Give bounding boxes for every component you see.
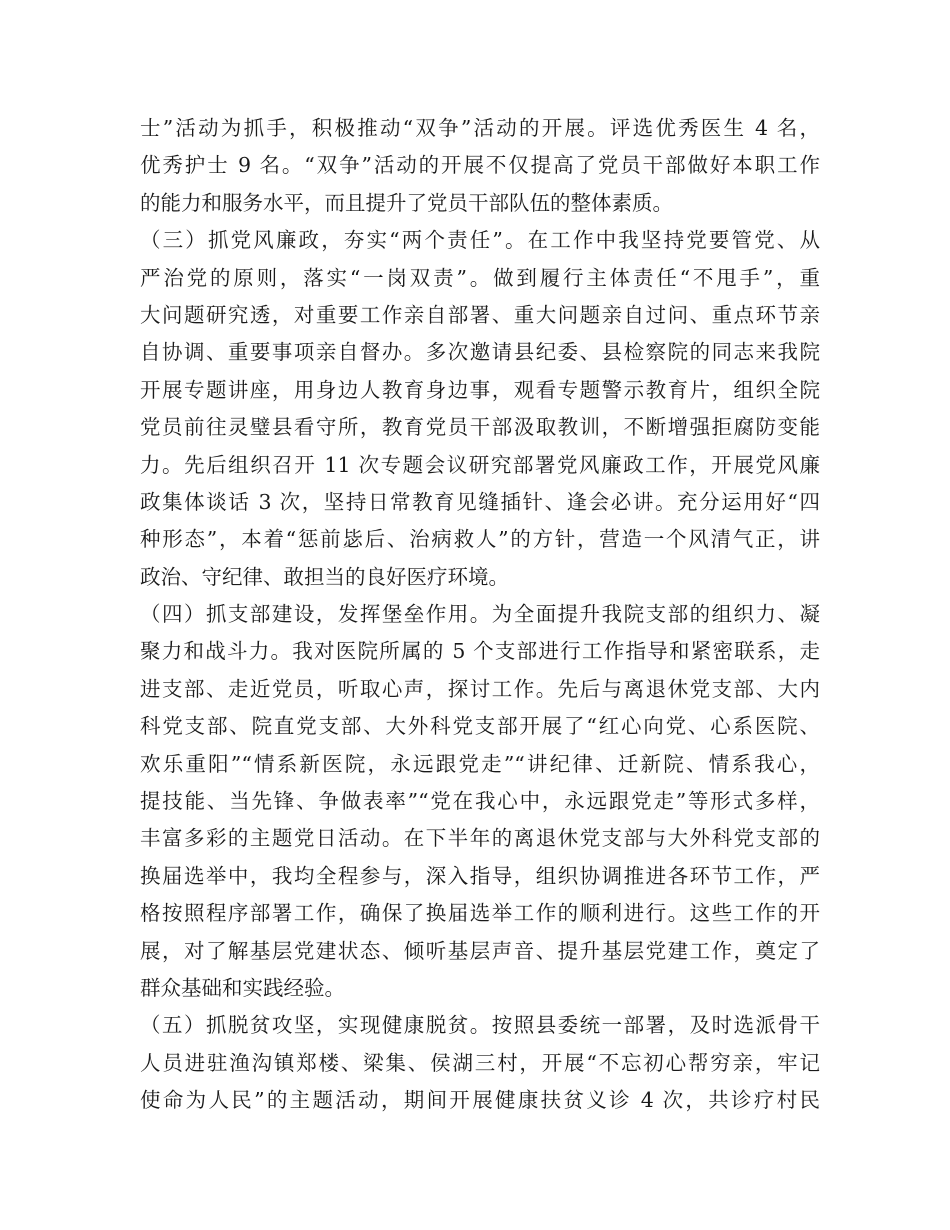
text-line: 政集体谈话 3 次，坚持日常教育见缝插针、逢会必讲。充分运用好“四 (140, 489, 820, 514)
text-line: 换届选举中，我均全程参与，深入指导，组织协调推进各环节工作，严 (140, 863, 820, 888)
text-line: 开展专题讲座，用身边人教育身边事，观看专题警示教育片，组织全院 (140, 377, 820, 402)
text-line: 自协调、重要事项亲自督办。多次邀请县纪委、县检察院的同志来我院 (140, 340, 820, 365)
text-line: 丰富多彩的主题党日活动。在下半年的离退休党支部与大外科党支部的 (140, 826, 820, 851)
text-line: 种形态”，本着“惩前毖后、治病救人”的方针，营造一个风清气正，讲 (140, 527, 820, 552)
section-heading-line: （五）抓脱贫攻坚，实现健康脱贫。按照县委统一部署，及时选派骨干 (140, 1013, 820, 1038)
text-line: 的能力和服务水平，而且提升了党员干部队伍的整体素质。 (140, 190, 673, 215)
section-heading-line: （四）抓支部建设，发挥堡垒作用。为全面提升我院支部的组织力、凝 (140, 602, 820, 627)
text-line: 士”活动为抓手，积极推动“双争”活动的开展。评选优秀医生 4 名， (140, 116, 820, 140)
text-line: 群众基础和实践经验。 (140, 975, 345, 1000)
text-line: 力。先后组织召开 11 次专题会议研究部署党风廉政工作，开展党风廉 (140, 452, 820, 477)
text-line: 使命为人民”的主题活动，期间开展健康扶贫义诊 4 次，共诊疗村民 (140, 1088, 820, 1113)
text-line: 严治党的原则，落实“一岗双责”。做到履行主体责任“不甩手”，重 (140, 265, 820, 290)
text-line: 聚力和战斗力。我对医院所属的 5 个支部进行工作指导和紧密联系，走 (140, 639, 820, 664)
text-line: 展，对了解基层党建状态、倾听基层声音、提升基层党建工作，奠定了 (140, 938, 820, 963)
document-body (140, 110, 820, 1120)
text-line: 格按照程序部署工作，确保了换届选举工作的顺利进行。这些工作的开 (140, 901, 820, 926)
text-line: 党员前往灵璧县看守所，教育党员干部汲取教训，不断增强拒腐防变能 (140, 415, 820, 440)
text-line: 政治、守纪律、敢担当的良好医疗环境。 (140, 564, 509, 589)
section-heading-line: （三）抓党风廉政，夯实“两个责任”。在工作中我坚持党要管党、从 (140, 228, 820, 253)
text-line: 提技能、当先锋、争做表率”“党在我心中，永远跟党走”等形式多样， (140, 789, 820, 814)
text-line: 科党支部、院直党支部、大外科党支部开展了“红心向党、心系医院、 (140, 714, 820, 739)
text-line: 大问题研究透，对重要工作亲自部署、重大问题亲自过问、重点环节亲 (140, 302, 820, 327)
text-line: 优秀护士 9 名。“双争”活动的开展不仅提高了党员干部做好本职工作 (140, 153, 820, 178)
text-line: 欢乐重阳”“情系新医院，永远跟党走”“讲纪律、迁新院、情系我心， (140, 751, 820, 776)
text-line: 进支部、走近党员，听取心声，探讨工作。先后与离退休党支部、大内 (140, 676, 820, 701)
text-line: 人员进驻渔沟镇郑楼、梁集、侯湖三村，开展“不忘初心帮穷亲，牢记 (140, 1050, 820, 1075)
